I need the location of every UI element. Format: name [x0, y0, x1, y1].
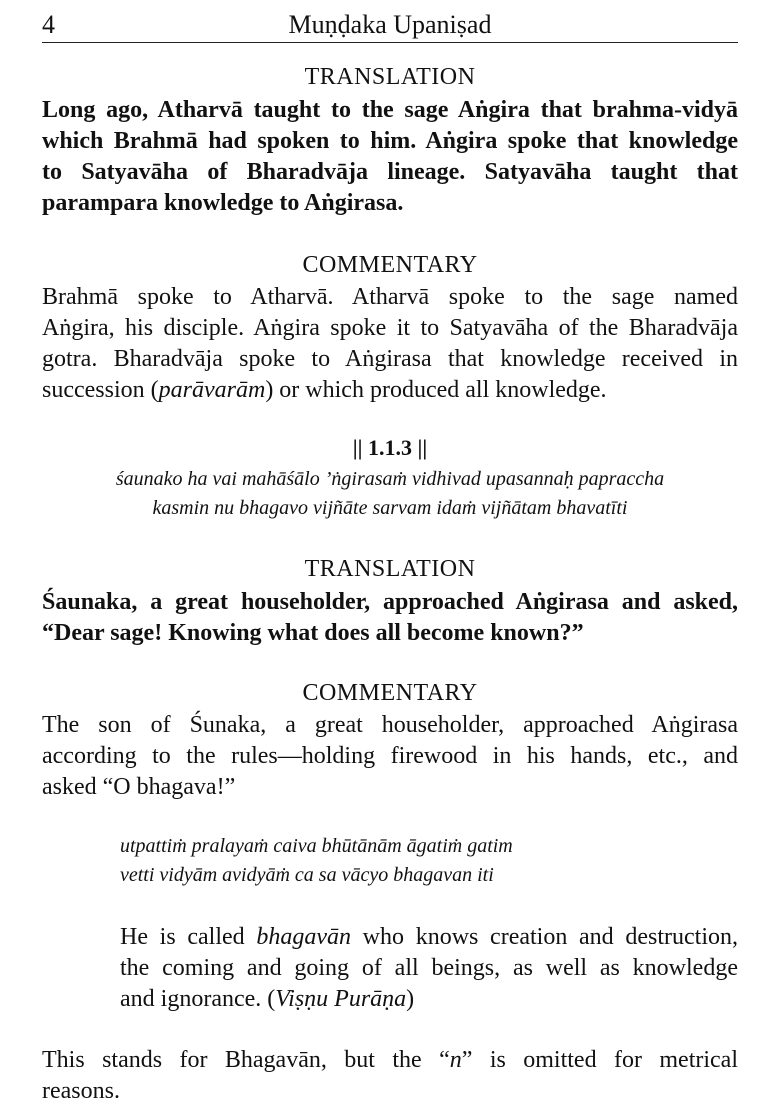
- italic-term: bhagavān: [256, 924, 351, 950]
- text-line: parampara knowledge to Aṅgirasa.: [42, 190, 404, 216]
- text-line: reasons.: [42, 1078, 120, 1104]
- citation: Viṣṇu Purāṇa: [275, 986, 407, 1012]
- text-line: Brahmā spoke to Atharvā. Atharvā spoke to the sage named: [42, 284, 738, 310]
- commentary-heading-2: COMMENTARY: [302, 680, 478, 706]
- translation-heading-1: TRANSLATION: [304, 64, 476, 90]
- running-header: [42, 4, 738, 43]
- commentary-paragraph-1: [42, 282, 738, 406]
- text-line: Long ago, Atharvā taught to the sage Aṅgira that brahma-vidyā: [42, 97, 738, 123]
- text-line: Śaunaka, a great householder, approached Aṅgirasa and asked,: [42, 589, 738, 615]
- text-line: and ignorance. (Viṣṇu Purāṇa): [120, 986, 415, 1012]
- text-line: according to the rules—holding firewood in his hands, etc., and: [42, 743, 738, 769]
- text-line: the coming and going of all beings, as well as knowledge: [120, 955, 738, 981]
- italic-letter: n: [449, 1047, 462, 1073]
- text-line: asked “O bhagava!”: [42, 774, 236, 800]
- commentary-paragraph-2: [42, 710, 738, 803]
- text-line: “Dear sage! Knowing what does all become known?”: [42, 620, 584, 646]
- translation-paragraph-1: [42, 95, 738, 219]
- translation-paragraph-2: [42, 587, 738, 649]
- sanskrit-verse: [42, 465, 738, 523]
- verse-number: || 1.1.3 ||: [352, 435, 428, 460]
- text-line: to Satyavāha of Bharadvāja lineage. Satyavāha taught that: [42, 159, 738, 185]
- commentary-heading-1: COMMENTARY: [302, 252, 478, 278]
- verse-line: kasmin nu bhagavo vijñāte sarvam idaṁ vijñātam bhavatīti: [152, 497, 628, 519]
- verse-line: vetti vidyām avidyāṁ ca sa vācyo bhagavan iti: [120, 864, 494, 886]
- quoted-paragraph: [120, 922, 738, 1015]
- book-title: Muṇḍaka Upaniṣad: [288, 10, 492, 39]
- quoted-verse: [120, 832, 720, 890]
- page-number: 4: [42, 10, 55, 39]
- verse-line: śaunako ha vai mahāśālo ’ṅgirasaṁ vidhivad upasannaḥ papraccha: [115, 468, 665, 490]
- text-line: This stands for Bhagavān, but the “n” is omitted for metrical: [42, 1047, 738, 1073]
- verse-line: utpattiṁ pralayaṁ caiva bhūtānām āgatiṁ gatim: [120, 835, 513, 857]
- text-line: Aṅgira, his disciple. Aṅgira spoke it to Satyavāha of the Bharadvāja: [42, 315, 738, 341]
- text-line: The son of Śunaka, a great householder, approached Aṅgirasa: [42, 712, 738, 738]
- text-line: gotra. Bharadvāja spoke to Aṅgirasa that knowledge received in: [42, 346, 738, 372]
- text-line: which Brahmā had spoken to him. Aṅgira spoke that knowledge: [42, 128, 738, 154]
- italic-term: parāvarām: [158, 377, 266, 403]
- translation-heading-2: TRANSLATION: [304, 556, 476, 582]
- text-line: He is called bhagavān who knows creation and destruction,: [120, 924, 738, 950]
- text-line: succession (parāvarām) or which produced all knowledge.: [42, 377, 607, 403]
- closing-paragraph: [42, 1045, 738, 1107]
